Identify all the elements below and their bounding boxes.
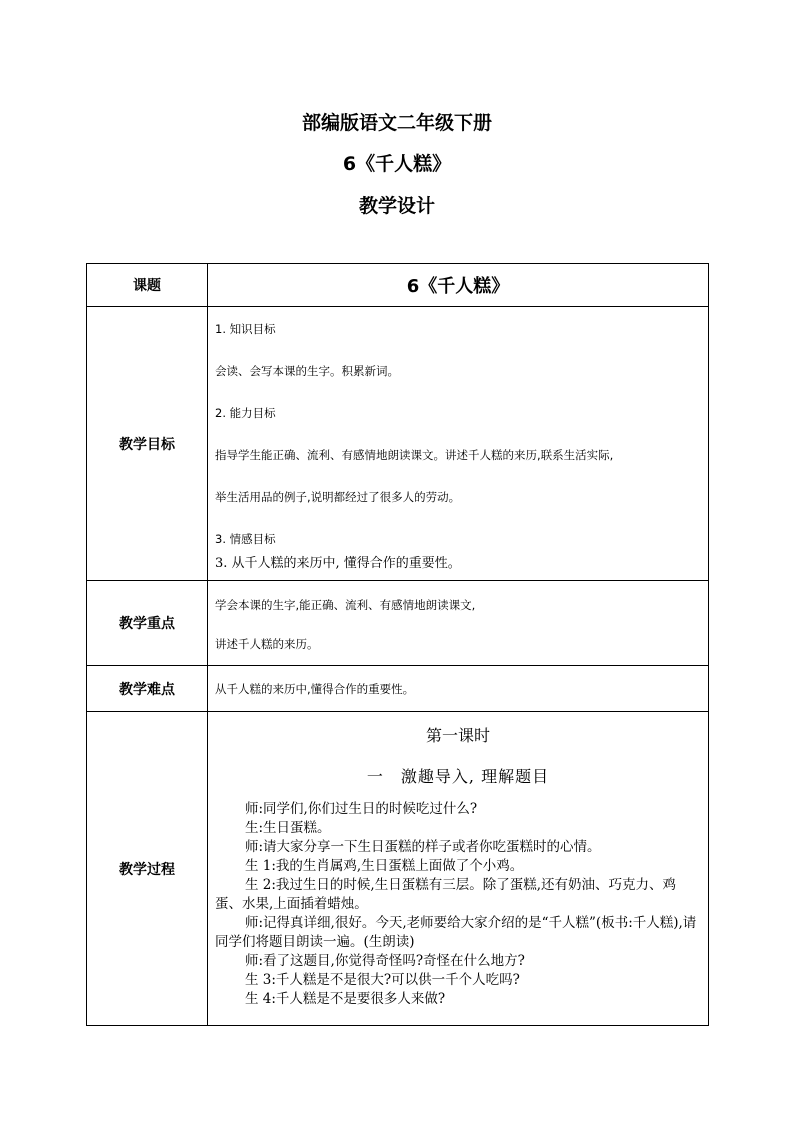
goal-line: 3. 从千人糕的来历中, 懂得合作的重要性。	[215, 556, 461, 571]
process-label: 教学过程	[87, 712, 208, 1026]
title-label: 课题	[87, 264, 208, 307]
process-cell	[208, 712, 709, 1026]
lesson-plan-table	[86, 263, 709, 1026]
goal-line: 指导学生能正确、流利、有感情地朗读课文。讲述千人糕的来历,联系生活实际,	[215, 448, 614, 462]
process-line: 生 2:我过生日的时候,生日蛋糕有三层。除了蛋糕,还有奶油、巧克力、鸡蛋、水果,上面插着蜡烛。	[215, 877, 677, 912]
table-row	[87, 581, 709, 666]
difficulty-text: 从千人糕的来历中,懂得合作的重要性。	[215, 681, 415, 696]
goal-line: 3. 情感目标	[215, 532, 276, 546]
process-subheading: 一 激趣导入, 理解题目	[366, 767, 550, 786]
goals-label: 教学目标	[87, 307, 208, 581]
lesson-title: 6《千人糕》	[342, 153, 452, 175]
goal-line: 2. 能力目标	[215, 406, 276, 420]
process-line: 生 3:千人糕是不是很大?可以供一千个人吃吗?	[245, 972, 520, 988]
goal-line: 1. 知识目标	[215, 322, 276, 336]
process-line: 师:看了这题目,你觉得奇怪吗?奇怪在什么地方?	[245, 953, 525, 969]
process-line: 生 4:千人糕是不是要很多人来做?	[245, 991, 446, 1007]
key-point-line: 讲述千人糕的来历。	[215, 637, 319, 651]
table-row	[87, 712, 709, 1026]
process-heading: 第一课时	[425, 726, 490, 745]
table-row	[87, 666, 709, 712]
process-line: 生:生日蛋糕。	[245, 820, 331, 836]
table-row	[87, 307, 709, 581]
process-line: 师:记得真详细,很好。今天,老师要给大家介绍的是“千人糕”(板书:千人糕),请同学们将题目朗读一遍。(生朗读)	[215, 915, 697, 950]
difficulty-cell	[208, 666, 709, 712]
title-value: 6《千人糕》	[208, 264, 709, 307]
document-subtitle: 教学设计	[358, 195, 435, 217]
key-points-label: 教学重点	[87, 581, 208, 666]
table-row	[87, 264, 709, 307]
goal-line: 举生活用品的例子,说明都经过了很多人的劳动。	[215, 490, 461, 504]
goals-cell	[208, 307, 709, 581]
process-line: 师:请大家分享一下生日蛋糕的样子或者你吃蛋糕时的心情。	[245, 839, 601, 855]
key-points-cell	[208, 581, 709, 666]
document-title: 部编版语文二年级下册	[301, 112, 492, 134]
process-line: 生 1:我的生肖属鸡,生日蛋糕上面做了个小鸡。	[245, 858, 524, 874]
process-line: 师:同学们,你们过生日的时候吃过什么?	[245, 801, 478, 817]
difficulty-label: 教学难点	[87, 666, 208, 712]
key-point-line: 学会本课的生字,能正确、流利、有感情地朗读课文,	[215, 598, 476, 612]
goal-line: 会读、会写本课的生字。积累新词。	[215, 364, 399, 378]
